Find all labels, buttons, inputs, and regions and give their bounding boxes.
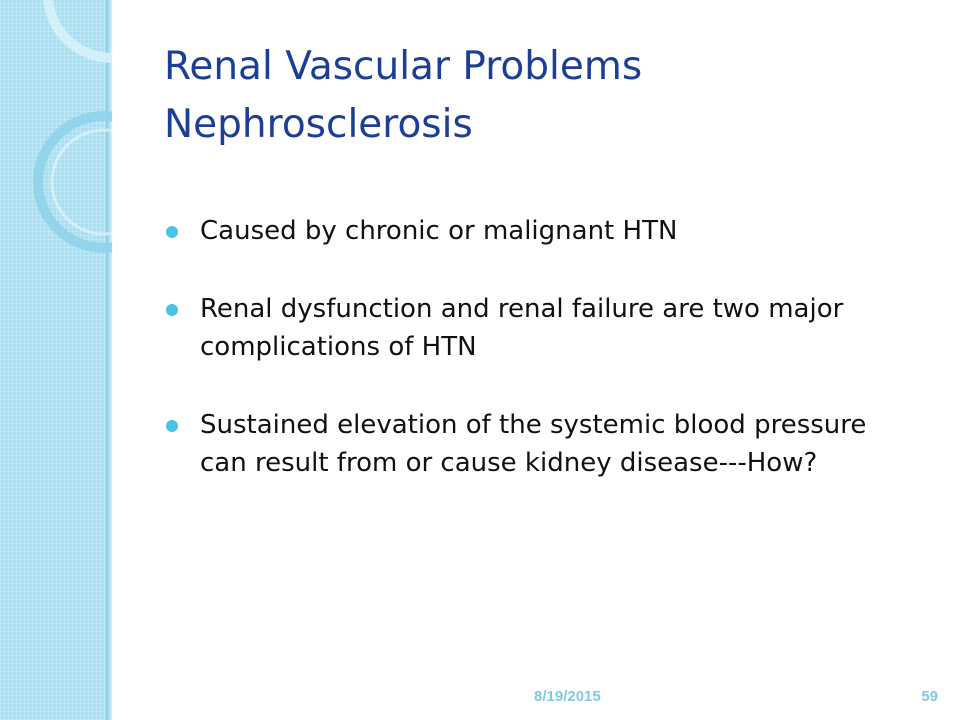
- decorative-rings: [0, 0, 112, 260]
- bullet-item: [166, 406, 886, 482]
- bullet-list: [166, 212, 886, 522]
- bullet-icon: [166, 304, 178, 316]
- bullet-icon: [166, 226, 178, 238]
- slide-title: [164, 38, 924, 154]
- bullet-text: Sustained elevation of the systemic blood pressure can result from or cause kidney disease---How?: [200, 410, 867, 478]
- title-line-1: Renal Vascular Problems: [164, 44, 643, 89]
- bullet-text: Renal dysfunction and renal failure are two major complications of HTN: [200, 294, 844, 362]
- title-line-2: Nephrosclerosis: [164, 102, 473, 147]
- footer-date: 8/19/2015: [534, 688, 601, 705]
- page-number: 59: [921, 688, 938, 705]
- bullet-text: Caused by chronic or malignant HTN: [200, 216, 678, 246]
- bullet-icon: [166, 420, 178, 432]
- bullet-item: [166, 212, 886, 250]
- bullet-item: [166, 290, 886, 366]
